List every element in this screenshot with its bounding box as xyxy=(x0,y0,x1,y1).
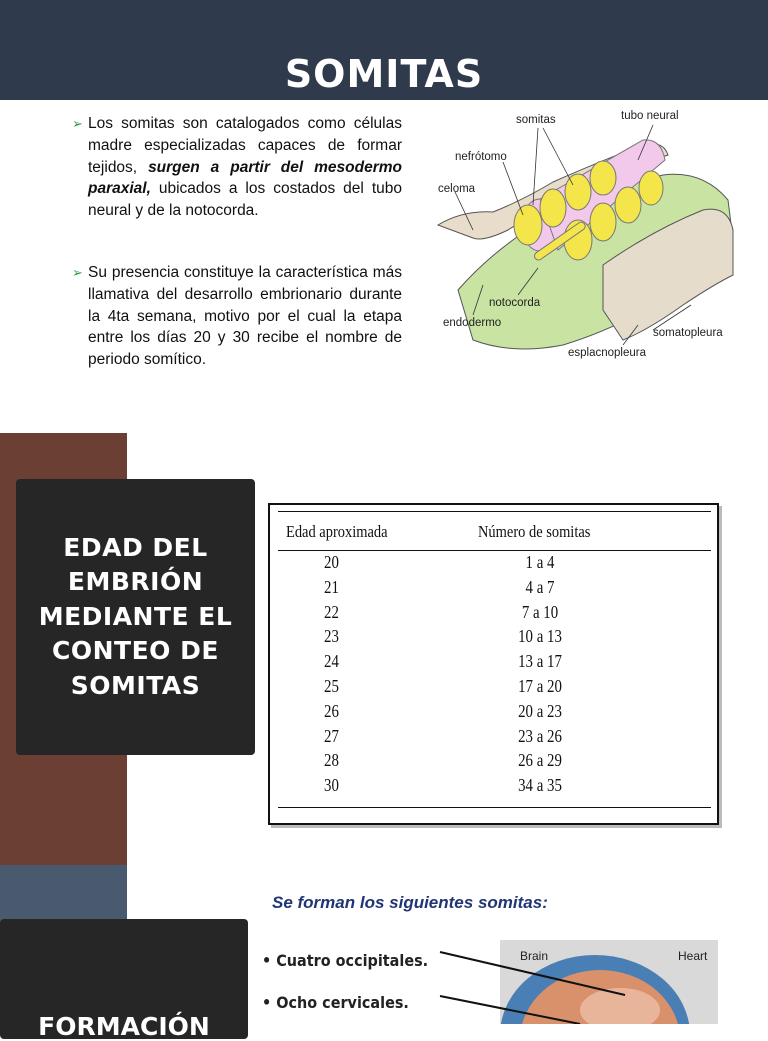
table-header xyxy=(278,511,711,551)
row-age: 22 xyxy=(324,601,339,622)
row-somite-count: 4 a 7 xyxy=(525,576,555,597)
list-item: • Cuatro occipitales. xyxy=(262,951,429,970)
formation-card xyxy=(0,919,248,1039)
age-card-title: EDAD DEL EMBRIÓN MEDIANTE EL CONTEO DE SOMITAS xyxy=(38,532,233,700)
row-age: 24 xyxy=(324,651,339,672)
label-esplacnopleura: esplacnopleura xyxy=(568,347,647,359)
formation-list xyxy=(262,940,428,1024)
bullet-somitic-period: ➢ Su presencia constituye la característica más llamativa del desarrollo embrionario durante la 4ta semana, motivo por el cual la etapa entre los días 20 y 30 recibe el nombre de periodo somítico. xyxy=(72,263,402,369)
somite-diagram xyxy=(433,100,743,362)
list-item: • Ocho cervicales. xyxy=(262,993,409,1012)
label-somitas: somitas xyxy=(516,114,556,126)
somite-table xyxy=(268,503,719,825)
page-title: SOMITAS xyxy=(284,52,484,96)
table-bottom-rule xyxy=(278,807,711,808)
table-row xyxy=(270,750,717,775)
table-row xyxy=(270,552,717,577)
age-card xyxy=(16,479,255,755)
table-row xyxy=(270,626,717,651)
table-row xyxy=(270,651,717,676)
row-somite-count: 10 a 13 xyxy=(518,626,562,647)
table-row xyxy=(270,676,717,701)
intro-text xyxy=(72,113,402,411)
table-row xyxy=(270,775,717,800)
emphasis-text: surgen a partir del mesodermo paraxial, xyxy=(88,158,402,198)
label-notocorda: notocorda xyxy=(489,297,541,309)
table-row xyxy=(270,577,717,602)
label-somatopleura: somatopleura xyxy=(653,327,723,339)
label-tubo-neural: tubo neural xyxy=(621,110,679,122)
row-age: 28 xyxy=(324,750,339,771)
row-age: 26 xyxy=(324,700,339,721)
row-age: 20 xyxy=(324,552,339,572)
row-somite-count: 7 a 10 xyxy=(521,601,559,622)
somite-illustration xyxy=(433,100,743,362)
row-somite-count: 20 a 23 xyxy=(518,700,562,721)
label-nefrotomo: nefrótomo xyxy=(455,151,507,163)
row-age: 30 xyxy=(324,775,339,796)
table-row xyxy=(270,726,717,751)
table-row xyxy=(270,602,717,627)
row-somite-count: 23 a 26 xyxy=(518,725,562,746)
row-somite-count: 17 a 20 xyxy=(518,676,562,696)
table-row xyxy=(270,701,717,726)
row-somite-count: 34 a 35 xyxy=(518,775,562,796)
formation-card-title: FORMACIÓN xyxy=(38,1012,210,1041)
row-somite-count: 26 a 29 xyxy=(518,750,562,771)
arrow-bullet-icon: ➢ xyxy=(72,264,83,280)
row-age: 27 xyxy=(324,725,339,746)
row-age: 21 xyxy=(324,576,339,597)
row-somite-count: 13 a 17 xyxy=(518,651,562,672)
header-somite-count: Número de somitas xyxy=(478,522,591,541)
pointer-lines xyxy=(430,940,630,1024)
formation-subtitle: Se forman los siguientes somitas: xyxy=(272,893,548,912)
label-endodermo: endodermo xyxy=(443,317,502,329)
photo-label-brain: Brain xyxy=(520,949,549,963)
photo-label-heart: Heart xyxy=(678,949,708,963)
row-age: 25 xyxy=(324,676,339,696)
arrow-bullet-icon: ➢ xyxy=(72,116,83,131)
row-age: 23 xyxy=(324,626,339,647)
row-somite-count: 1 a 4 xyxy=(525,552,555,572)
header-bar xyxy=(0,0,768,100)
bullet-definition: ➢ Los somitas son catalogados como células madre especializadas capaces de formar tejidos, surgen a partir del mesodermo paraxial, ubicados a los costados del tubo neural y de la notocorda. xyxy=(72,115,402,220)
header-age: Edad aproximada xyxy=(286,522,388,541)
label-celoma: celoma xyxy=(438,183,476,195)
